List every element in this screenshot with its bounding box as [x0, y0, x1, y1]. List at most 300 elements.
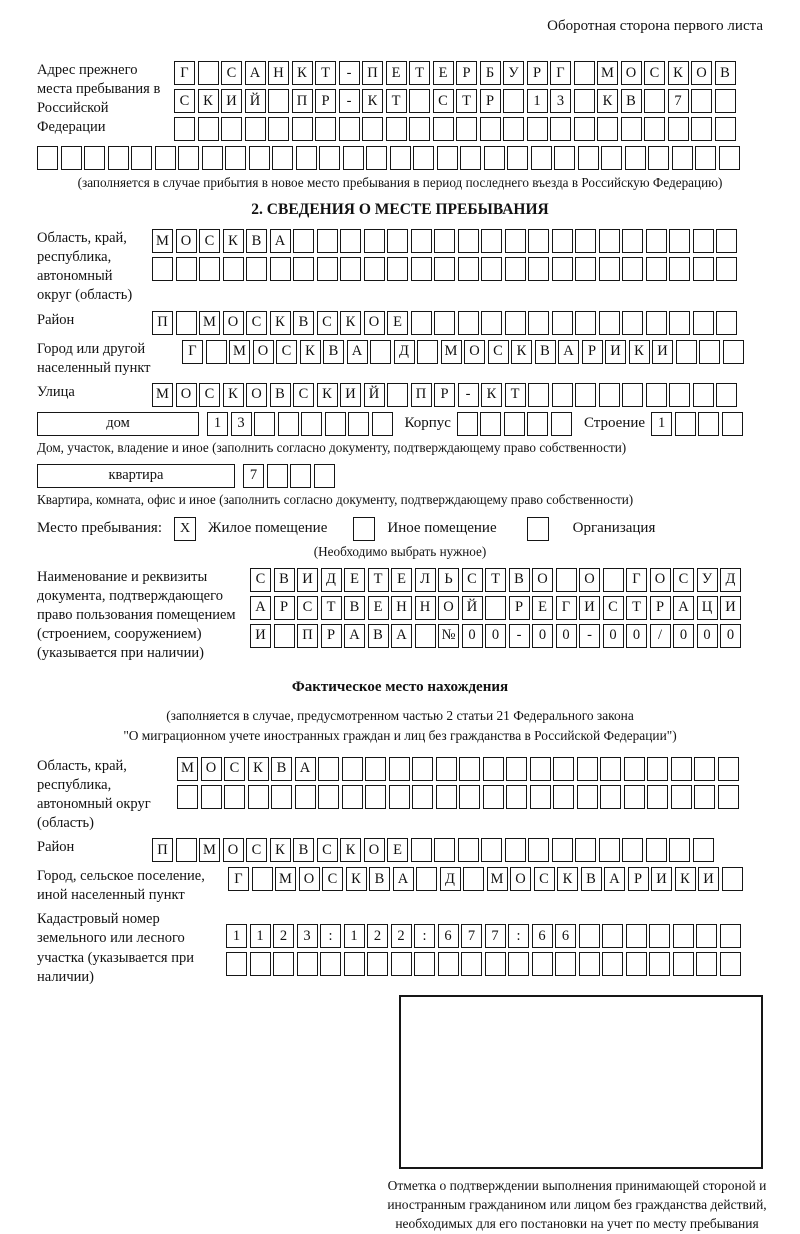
char-box[interactable]: О: [621, 61, 642, 85]
char-box[interactable]: 1: [207, 412, 228, 436]
char-box[interactable]: К: [270, 838, 291, 862]
char-box[interactable]: [481, 229, 502, 253]
char-box[interactable]: [555, 952, 576, 976]
char-box[interactable]: К: [481, 383, 502, 407]
char-box[interactable]: П: [152, 838, 173, 862]
char-box[interactable]: Г: [550, 61, 571, 85]
char-box[interactable]: [480, 117, 501, 141]
char-box[interactable]: [528, 383, 549, 407]
char-box[interactable]: [252, 867, 273, 891]
char-box[interactable]: [503, 117, 524, 141]
char-box[interactable]: [434, 257, 455, 281]
char-box[interactable]: С: [673, 568, 694, 592]
char-box[interactable]: Б: [480, 61, 501, 85]
char-box[interactable]: [198, 117, 219, 141]
char-box[interactable]: [152, 257, 173, 281]
char-box[interactable]: Р: [628, 867, 649, 891]
char-box[interactable]: [719, 146, 740, 170]
char-box[interactable]: 1: [527, 89, 548, 113]
char-box[interactable]: 1: [344, 924, 365, 948]
char-box[interactable]: [647, 757, 668, 781]
char-box[interactable]: [370, 340, 391, 364]
char-box[interactable]: [649, 952, 670, 976]
char-box[interactable]: [646, 383, 667, 407]
char-box[interactable]: [552, 229, 573, 253]
char-box[interactable]: Й: [462, 596, 483, 620]
char-box[interactable]: Т: [315, 61, 336, 85]
char-box[interactable]: С: [246, 838, 267, 862]
char-box[interactable]: [575, 383, 596, 407]
char-box[interactable]: [272, 146, 293, 170]
char-box[interactable]: С: [297, 596, 318, 620]
char-box[interactable]: [622, 383, 643, 407]
char-box[interactable]: И: [720, 596, 741, 620]
char-box[interactable]: [552, 383, 573, 407]
char-box[interactable]: [254, 412, 275, 436]
char-box[interactable]: Р: [456, 61, 477, 85]
char-box[interactable]: [528, 838, 549, 862]
char-box[interactable]: 6: [438, 924, 459, 948]
char-box[interactable]: [716, 229, 737, 253]
char-box[interactable]: 0: [673, 624, 694, 648]
char-box[interactable]: [669, 838, 690, 862]
char-box[interactable]: [669, 383, 690, 407]
char-box[interactable]: [718, 785, 739, 809]
char-box[interactable]: [691, 117, 712, 141]
char-box[interactable]: [293, 229, 314, 253]
char-box[interactable]: [575, 229, 596, 253]
char-box[interactable]: [108, 146, 129, 170]
char-box[interactable]: Н: [268, 61, 289, 85]
char-box[interactable]: О: [438, 596, 459, 620]
char-box[interactable]: Т: [626, 596, 647, 620]
char-box[interactable]: В: [368, 624, 389, 648]
char-box[interactable]: Р: [480, 89, 501, 113]
char-box[interactable]: [527, 117, 548, 141]
char-box[interactable]: [412, 757, 433, 781]
char-box[interactable]: А: [270, 229, 291, 253]
char-box[interactable]: С: [246, 311, 267, 335]
char-box[interactable]: [178, 146, 199, 170]
char-box[interactable]: [553, 785, 574, 809]
char-box[interactable]: П: [152, 311, 173, 335]
char-box[interactable]: [504, 412, 525, 436]
char-box[interactable]: [597, 117, 618, 141]
char-box[interactable]: 7: [243, 464, 264, 488]
char-box[interactable]: [693, 311, 714, 335]
char-box[interactable]: [221, 117, 242, 141]
char-box[interactable]: Р: [434, 383, 455, 407]
char-box[interactable]: К: [346, 867, 367, 891]
char-box[interactable]: У: [503, 61, 524, 85]
char-box[interactable]: К: [270, 311, 291, 335]
char-box[interactable]: С: [224, 757, 245, 781]
char-box[interactable]: К: [629, 340, 650, 364]
char-box[interactable]: [671, 757, 692, 781]
char-box[interactable]: [457, 412, 478, 436]
char-box[interactable]: [644, 89, 665, 113]
char-box[interactable]: [531, 146, 552, 170]
char-box[interactable]: 7: [485, 924, 506, 948]
char-box[interactable]: 2: [391, 924, 412, 948]
char-box[interactable]: 0: [485, 624, 506, 648]
char-box[interactable]: [409, 89, 430, 113]
char-box[interactable]: №: [438, 624, 459, 648]
char-box[interactable]: [505, 229, 526, 253]
char-box[interactable]: [458, 838, 479, 862]
char-box[interactable]: [61, 146, 82, 170]
char-box[interactable]: [301, 412, 322, 436]
char-box[interactable]: М: [152, 383, 173, 407]
char-box[interactable]: [622, 311, 643, 335]
char-box[interactable]: [415, 624, 436, 648]
char-box[interactable]: 7: [461, 924, 482, 948]
char-box[interactable]: [716, 257, 737, 281]
char-box[interactable]: Г: [626, 568, 647, 592]
char-box[interactable]: П: [292, 89, 313, 113]
char-box[interactable]: [485, 952, 506, 976]
char-box[interactable]: [669, 311, 690, 335]
char-box[interactable]: 0: [603, 624, 624, 648]
char-box[interactable]: [364, 229, 385, 253]
char-box[interactable]: М: [597, 61, 618, 85]
char-box[interactable]: [550, 117, 571, 141]
char-box[interactable]: [716, 311, 737, 335]
char-box[interactable]: [622, 229, 643, 253]
char-box[interactable]: [508, 952, 529, 976]
char-box[interactable]: [579, 924, 600, 948]
char-box[interactable]: [198, 61, 219, 85]
char-box[interactable]: О: [579, 568, 600, 592]
char-box[interactable]: [528, 257, 549, 281]
char-box[interactable]: [574, 89, 595, 113]
char-box[interactable]: М: [199, 311, 220, 335]
char-box[interactable]: [317, 257, 338, 281]
char-box[interactable]: [267, 464, 288, 488]
char-box[interactable]: В: [344, 596, 365, 620]
char-box[interactable]: С: [250, 568, 271, 592]
char-box[interactable]: О: [464, 340, 485, 364]
char-box[interactable]: [693, 383, 714, 407]
char-box[interactable]: 1: [651, 412, 672, 436]
char-box[interactable]: [698, 412, 719, 436]
char-box[interactable]: К: [597, 89, 618, 113]
char-box[interactable]: [412, 785, 433, 809]
char-box[interactable]: [411, 257, 432, 281]
char-box[interactable]: [578, 146, 599, 170]
char-box[interactable]: С: [174, 89, 195, 113]
char-box[interactable]: [409, 117, 430, 141]
char-box[interactable]: 0: [626, 624, 647, 648]
char-box[interactable]: П: [411, 383, 432, 407]
char-box[interactable]: [483, 757, 504, 781]
char-box[interactable]: [273, 952, 294, 976]
char-box[interactable]: [600, 757, 621, 781]
char-box[interactable]: [201, 785, 222, 809]
char-box[interactable]: [503, 89, 524, 113]
char-box[interactable]: [505, 257, 526, 281]
char-box[interactable]: [694, 757, 715, 781]
char-box[interactable]: [278, 412, 299, 436]
char-box[interactable]: М: [441, 340, 462, 364]
char-box[interactable]: [296, 146, 317, 170]
char-box[interactable]: [696, 924, 717, 948]
char-box[interactable]: Р: [274, 596, 295, 620]
char-box[interactable]: В: [715, 61, 736, 85]
char-box[interactable]: [648, 146, 669, 170]
char-box[interactable]: [693, 229, 714, 253]
char-box[interactable]: [675, 412, 696, 436]
char-box[interactable]: В: [621, 89, 642, 113]
char-box[interactable]: [603, 568, 624, 592]
char-box[interactable]: [696, 952, 717, 976]
char-box[interactable]: П: [362, 61, 383, 85]
char-box[interactable]: [552, 311, 573, 335]
char-box[interactable]: Й: [364, 383, 385, 407]
char-box[interactable]: [624, 757, 645, 781]
char-box[interactable]: [720, 952, 741, 976]
char-box[interactable]: Й: [245, 89, 266, 113]
char-box[interactable]: [268, 117, 289, 141]
apartment-type-box[interactable]: квартира: [37, 464, 235, 488]
char-box[interactable]: [366, 146, 387, 170]
char-box[interactable]: Р: [321, 624, 342, 648]
char-box[interactable]: [390, 146, 411, 170]
char-box[interactable]: [342, 757, 363, 781]
char-box[interactable]: Д: [440, 867, 461, 891]
char-box[interactable]: [673, 952, 694, 976]
char-box[interactable]: -: [579, 624, 600, 648]
char-box[interactable]: [644, 117, 665, 141]
char-box[interactable]: Р: [527, 61, 548, 85]
char-box[interactable]: :: [320, 924, 341, 948]
char-box[interactable]: К: [362, 89, 383, 113]
char-box[interactable]: К: [300, 340, 321, 364]
char-box[interactable]: [224, 785, 245, 809]
char-box[interactable]: М: [152, 229, 173, 253]
char-box[interactable]: А: [344, 624, 365, 648]
char-box[interactable]: И: [340, 383, 361, 407]
char-box[interactable]: [554, 146, 575, 170]
char-box[interactable]: С: [603, 596, 624, 620]
char-box[interactable]: К: [248, 757, 269, 781]
char-box[interactable]: -: [339, 61, 360, 85]
char-box[interactable]: Р: [315, 89, 336, 113]
char-box[interactable]: [484, 146, 505, 170]
char-box[interactable]: [206, 340, 227, 364]
char-box[interactable]: [292, 117, 313, 141]
char-box[interactable]: [295, 785, 316, 809]
char-box[interactable]: [417, 340, 438, 364]
char-box[interactable]: В: [323, 340, 344, 364]
char-box[interactable]: [387, 383, 408, 407]
char-box[interactable]: Г: [174, 61, 195, 85]
char-box[interactable]: [599, 383, 620, 407]
char-box[interactable]: И: [652, 340, 673, 364]
char-box[interactable]: [528, 229, 549, 253]
char-box[interactable]: [528, 311, 549, 335]
char-box[interactable]: 6: [555, 924, 576, 948]
char-box[interactable]: [646, 838, 667, 862]
char-box[interactable]: И: [297, 568, 318, 592]
char-box[interactable]: [315, 117, 336, 141]
char-box[interactable]: [574, 61, 595, 85]
char-box[interactable]: [507, 146, 528, 170]
char-box[interactable]: [348, 412, 369, 436]
char-box[interactable]: [669, 229, 690, 253]
char-box[interactable]: [367, 952, 388, 976]
char-box[interactable]: К: [340, 838, 361, 862]
char-box[interactable]: [293, 257, 314, 281]
char-box[interactable]: Т: [485, 568, 506, 592]
char-box[interactable]: О: [246, 383, 267, 407]
char-box[interactable]: [365, 757, 386, 781]
char-box[interactable]: [416, 867, 437, 891]
char-box[interactable]: 0: [556, 624, 577, 648]
char-box[interactable]: [248, 785, 269, 809]
char-box[interactable]: Н: [415, 596, 436, 620]
char-box[interactable]: [720, 924, 741, 948]
char-box[interactable]: [647, 785, 668, 809]
char-box[interactable]: [718, 757, 739, 781]
char-box[interactable]: [459, 757, 480, 781]
char-box[interactable]: С: [317, 311, 338, 335]
char-box[interactable]: [622, 257, 643, 281]
char-box[interactable]: [245, 117, 266, 141]
char-box[interactable]: Т: [505, 383, 526, 407]
char-box[interactable]: Н: [391, 596, 412, 620]
char-box[interactable]: [176, 257, 197, 281]
char-box[interactable]: [459, 785, 480, 809]
char-box[interactable]: Т: [321, 596, 342, 620]
char-box[interactable]: И: [250, 624, 271, 648]
char-box[interactable]: К: [668, 61, 689, 85]
char-box[interactable]: К: [317, 383, 338, 407]
char-box[interactable]: [314, 464, 335, 488]
char-box[interactable]: [297, 952, 318, 976]
char-box[interactable]: [225, 146, 246, 170]
char-box[interactable]: [481, 838, 502, 862]
char-box[interactable]: У: [697, 568, 718, 592]
char-box[interactable]: [574, 117, 595, 141]
char-box[interactable]: [438, 952, 459, 976]
char-box[interactable]: О: [650, 568, 671, 592]
char-box[interactable]: [602, 952, 623, 976]
char-box[interactable]: 3: [550, 89, 571, 113]
char-box[interactable]: [84, 146, 105, 170]
char-box[interactable]: [577, 757, 598, 781]
stay-option-organization-checkbox[interactable]: [527, 517, 549, 541]
char-box[interactable]: [270, 257, 291, 281]
char-box[interactable]: М: [487, 867, 508, 891]
char-box[interactable]: [646, 257, 667, 281]
char-box[interactable]: [177, 785, 198, 809]
char-box[interactable]: О: [253, 340, 274, 364]
char-box[interactable]: -: [458, 383, 479, 407]
house-type-box[interactable]: дом: [37, 412, 199, 436]
char-box[interactable]: С: [317, 838, 338, 862]
char-box[interactable]: 2: [367, 924, 388, 948]
char-box[interactable]: В: [274, 568, 295, 592]
char-box[interactable]: Р: [650, 596, 671, 620]
char-box[interactable]: [387, 229, 408, 253]
char-box[interactable]: [693, 838, 714, 862]
char-box[interactable]: 1: [250, 924, 271, 948]
char-box[interactable]: М: [275, 867, 296, 891]
char-box[interactable]: 0: [697, 624, 718, 648]
char-box[interactable]: Т: [409, 61, 430, 85]
char-box[interactable]: И: [221, 89, 242, 113]
char-box[interactable]: [668, 117, 689, 141]
char-box[interactable]: [626, 924, 647, 948]
char-box[interactable]: [437, 146, 458, 170]
char-box[interactable]: -: [339, 89, 360, 113]
char-box[interactable]: 6: [532, 924, 553, 948]
char-box[interactable]: С: [221, 61, 242, 85]
char-box[interactable]: [505, 311, 526, 335]
char-box[interactable]: В: [271, 757, 292, 781]
char-box[interactable]: [463, 867, 484, 891]
char-box[interactable]: А: [393, 867, 414, 891]
stay-option-other-checkbox[interactable]: [353, 517, 375, 541]
char-box[interactable]: М: [229, 340, 250, 364]
char-box[interactable]: А: [558, 340, 579, 364]
char-box[interactable]: [553, 757, 574, 781]
char-box[interactable]: [434, 838, 455, 862]
char-box[interactable]: [340, 257, 361, 281]
char-box[interactable]: [673, 924, 694, 948]
char-box[interactable]: Е: [391, 568, 412, 592]
char-box[interactable]: А: [250, 596, 271, 620]
char-box[interactable]: К: [340, 311, 361, 335]
char-box[interactable]: С: [322, 867, 343, 891]
char-box[interactable]: О: [691, 61, 712, 85]
char-box[interactable]: [249, 146, 270, 170]
char-box[interactable]: [223, 257, 244, 281]
char-box[interactable]: [506, 785, 527, 809]
char-box[interactable]: [483, 785, 504, 809]
char-box[interactable]: О: [510, 867, 531, 891]
char-box[interactable]: [599, 257, 620, 281]
char-box[interactable]: [413, 146, 434, 170]
char-box[interactable]: О: [532, 568, 553, 592]
char-box[interactable]: М: [177, 757, 198, 781]
char-box[interactable]: В: [246, 229, 267, 253]
char-box[interactable]: [317, 229, 338, 253]
char-box[interactable]: [481, 257, 502, 281]
char-box[interactable]: [599, 311, 620, 335]
char-box[interactable]: А: [604, 867, 625, 891]
char-box[interactable]: [722, 867, 743, 891]
char-box[interactable]: [624, 785, 645, 809]
char-box[interactable]: 0: [462, 624, 483, 648]
char-box[interactable]: [530, 785, 551, 809]
char-box[interactable]: [722, 412, 743, 436]
char-box[interactable]: Е: [387, 311, 408, 335]
char-box[interactable]: [434, 311, 455, 335]
char-box[interactable]: :: [414, 924, 435, 948]
char-box[interactable]: О: [176, 383, 197, 407]
char-box[interactable]: И: [605, 340, 626, 364]
char-box[interactable]: [552, 257, 573, 281]
char-box[interactable]: В: [293, 311, 314, 335]
char-box[interactable]: 0: [532, 624, 553, 648]
char-box[interactable]: [505, 838, 526, 862]
char-box[interactable]: [343, 146, 364, 170]
char-box[interactable]: К: [223, 383, 244, 407]
char-box[interactable]: П: [297, 624, 318, 648]
char-box[interactable]: Д: [321, 568, 342, 592]
